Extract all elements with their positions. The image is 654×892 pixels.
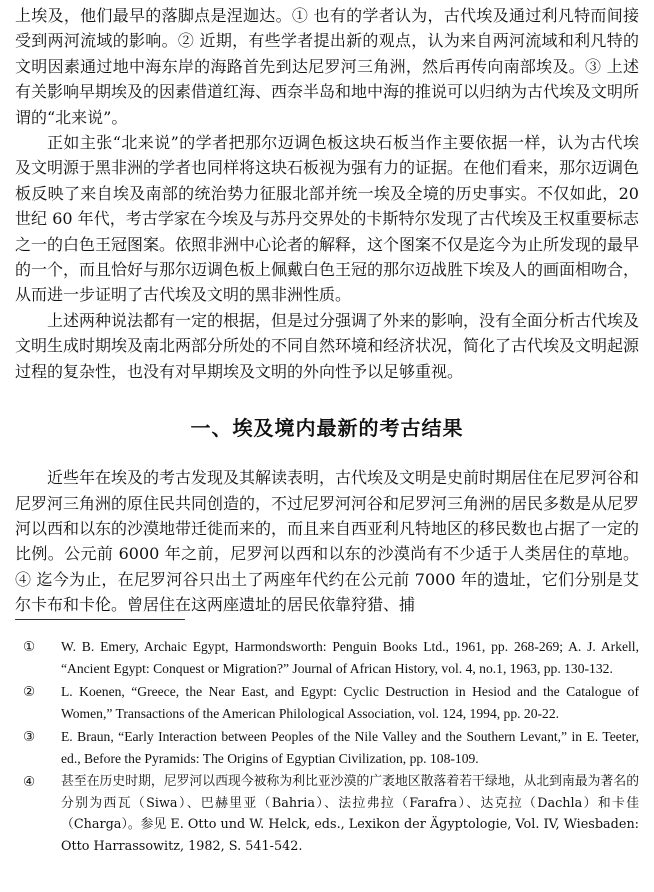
footnote-text: 甚至在历史时期，尼罗河以西现今被称为利比亚沙漠的广袤地区散落着若干绿地，从北到南最为著名的分别为西瓦（Siwa）、巴赫里亚（Bahria）、法拉弗拉（Farafra）、达克拉（Dachla）和卡佳（Charga）。参见 E. Otto und W. Helck, eds., Lexikon der Ägyptologie, Vol. IV, Wiesbaden: Otto Harrassowitz, 1982, S. 541-542. (61, 774, 639, 854)
footnote-3 (15, 726, 639, 769)
footnote-number: ③ (23, 729, 36, 744)
footnote-number: ② (23, 684, 36, 699)
footnote-2 (15, 681, 639, 724)
footnote-divider (15, 619, 185, 620)
paragraph-2: 正如主张“北来说”的学者把那尔迈调色板这块石板当作主要依据一样，认为古代埃及文明源于黑非洲的学者也同样将这块石板视为强有力的证据。在他们看来，那尔迈调色板反映了来自埃及南部的统治势力征服北部并统一埃及全境的历史事实。不仅如此，20 世纪 60 年代，考古学家在今埃及与苏丹交界处的卡斯特尔发现了古代埃及王权重要标志之一的白色王冠图案。依照非洲中心论者的解释，这个图案不仅是迄今为止所发现的最早的一个，而且恰好与那尔迈调色板上佩戴白色王冠的那尔迈战胜下埃及人的画面相吻合，从而进一步证明了古代埃及文明的黑非洲性质。 (15, 133, 640, 305)
footnote-number: ④ (23, 774, 36, 789)
footnotes (15, 636, 639, 859)
paragraph-3: 上述两种说法都有一定的根据，但是过分强调了外来的影响，没有全面分析古代埃及文明生成时期埃及南北两部分所处的不同自然环境和经济状况，简化了古代埃及文明起源过程的复杂性，也没有对早期埃及文明的外向性予以足够重视。 (15, 310, 640, 381)
paragraph-1: 上埃及，他们最早的落脚点是涅迦达。① 也有的学者认为，古代埃及通过利凡特而间接受到两河流域的影响。② 近期，有些学者提出新的观点，认为来自两河流域和利凡特的文明因素通过地中海东岸的海路首先到达尼罗河三角洲，然后再传向南部埃及。③ 上述有关影响早期埃及的因素借道红海、西奈半岛和地中海的推说可以归纳为古代埃及文明所谓的“北来说”。 (15, 6, 640, 127)
paragraph-4: 近些年在埃及的考古发现及其解读表明，古代埃及文明是史前时期居住在尼罗河谷和尼罗河三角洲的原住民共同创造的，不过尼罗河河谷和尼罗河三角洲的居民多数是从尼罗河以西和以东的沙漠地带迁徙而来的，而且来自西亚利凡特地区的移民数也占据了一定的比例。公元前 6000 年之前，尼罗河以西和以东的沙漠尚有不少适于人类居住的草地。④ 迄今为止，在尼罗河谷只出土了两座年代约在公元前 7000 年的遗址，它们分别是艾尔卡布和卡伦。曾居住在这两座遗址的居民依靠狩猎、捕 (15, 468, 640, 615)
footnote-text: W. B. Emery, Archaic Egypt, Harmondsworth: Penguin Books Ltd., 1961, pp. 268-269; A. J. Arkell, “Ancient Egypt: Conquest or Migration?” Journal of African History, vol. 4, no.1, 1963, pp. 130-132. (61, 639, 639, 676)
footnote-text: L. Koenen, “Greece, the Near East, and Egypt: Cyclic Destruction in Hesiod and the Catalogue of Women,” Transactions of the American Philological Association, vol. 124, 1994, pp. 20-22. (61, 684, 639, 721)
footnote-text: E. Braun, “Early Interaction between Peoples of the Nile Valley and the Southern Levant,” in E. Teeter, ed., Before the Pyramids: The Origins of Egyptian Civilization, pp. 108-109. (61, 729, 639, 766)
footnote-number: ① (23, 639, 36, 654)
footnote-4 (15, 771, 639, 857)
footnote-1 (15, 636, 639, 679)
page-body (15, 0, 639, 618)
section-heading: 一、埃及境内最新的考古结果 (190, 416, 464, 441)
